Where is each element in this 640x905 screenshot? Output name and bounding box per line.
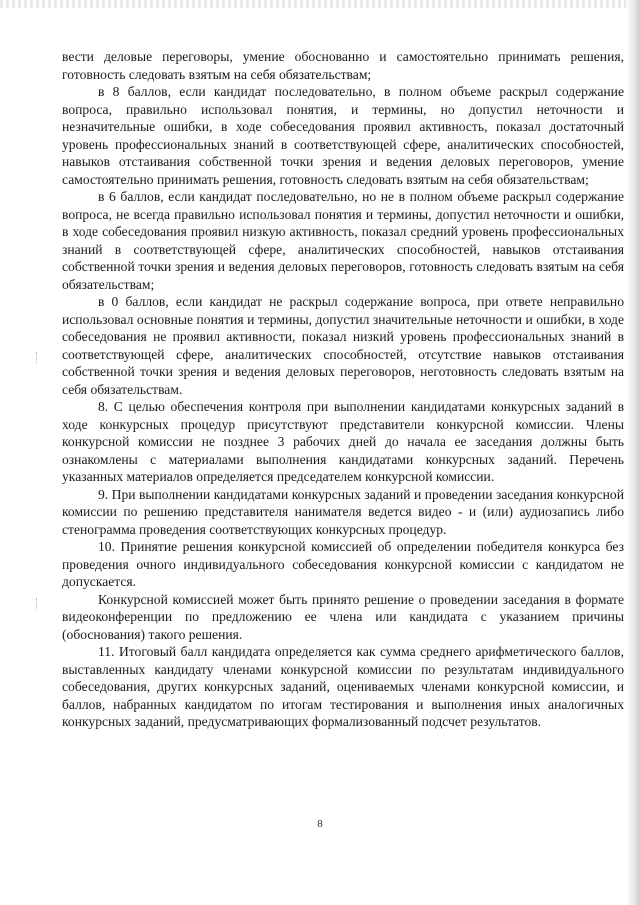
scan-border-right [626, 0, 640, 905]
scan-margin-mark [36, 352, 41, 364]
paragraph-item-9: 9. При выполнении кандидатами конкурсных заданий и проведении заседания конкурсной комиссии по решению представителя нанимателя ведется видео - и (или) аудиозапись либо стенограмма проведения соответствующих конкурсных процедур. [62, 486, 624, 537]
paragraph-score-8: в 8 баллов, если кандидат последовательно, в полном объеме раскрыл содержание вопроса, правильно использовал понятия, и термины, но допустил неточности и незначительные ошибки, в ходе собеседования проявил активность, показал достаточный уровень профессиональных знаний в соответствующей сфере, аналитических способностей, навыков отстаивания собственной точки зрения и ведения деловых переговоров, умение самостоятельно принимать решения, готовность следовать взятым на себя обязательствам; [62, 84, 624, 187]
paragraph-item-11: 11. Итоговый балл кандидата определяется как сумма среднего арифметического баллов, выставленных кандидату членами конкурсной комиссии по результатам индивидуального собеседования, других конкурсных заданий, оцениваемых членами конкурсной комиссии, и баллов, набранных кандидатом по итогам тестирования и выполнения иных аналогичных конкурсных заданий, предусматривающих формализованный подсчет результатов. [62, 644, 624, 729]
page-number: 8 [317, 818, 323, 830]
paragraph-score-6: в 6 баллов, если кандидат последовательно, но не в полном объеме раскрыл содержание вопроса, не всегда правильно использовал понятия и термины, допустил неточности и ошибки, в ходе собеседования проявил низкую активность, показал средний уровень профессиональных знаний в соответствующей сфере, аналитических способностей, навыков отстаивания собственной точки зрения и ведения деловых переговоров, готовность следовать взятым на себя обязательствам; [62, 189, 624, 292]
scan-margin-mark [36, 598, 41, 610]
paragraph-item-10: 10. Принятие решения конкурсной комиссией об определении победителя конкурса без проведения очного индивидуального собеседования конкурсной комиссии с кандидатом не допускается. [62, 539, 624, 589]
paragraph-continuation: вести деловые переговоры, умение обоснованно и самостоятельно принимать решения, готовность следовать взятым на себя обязательствам; [62, 49, 624, 82]
scan-border-top [0, 0, 640, 8]
paragraph-score-0: в 0 баллов, если кандидат не раскрыл содержание вопроса, при ответе неправильно использовал основные понятия и термины, допустил значительные неточности и ошибки, в ходе собеседования не проявил активности, показал низкий уровень профессиональных знаний в соответствующей сфере, аналитических способностей, отсутствие навыков отстаивания собственной точки зрения и ведения деловых переговоров, неготовность следовать взятым на себя обязательствам. [62, 294, 624, 397]
paragraph-item-8: 8. С целью обеспечения контроля при выполнении кандидатами конкурсных заданий в ходе конкурсных процедур присутствуют представители конкурсной комиссии. Члены конкурсной комиссии не позднее 3 рабочих дней до начала ее заседания должны быть ознакомлены с материалами выполнения кандидатами конкурсных заданий. Перечень указанных материалов определяется председателем конкурсной комиссии. [62, 399, 624, 484]
paragraph-videoconference: Конкурсной комиссией может быть принято решение о проведении заседания в формате видеоконференции по предложению ее члена или кандидата с указанием причины (обоснования) такого решения. [62, 591, 624, 642]
document-body [62, 48, 624, 731]
